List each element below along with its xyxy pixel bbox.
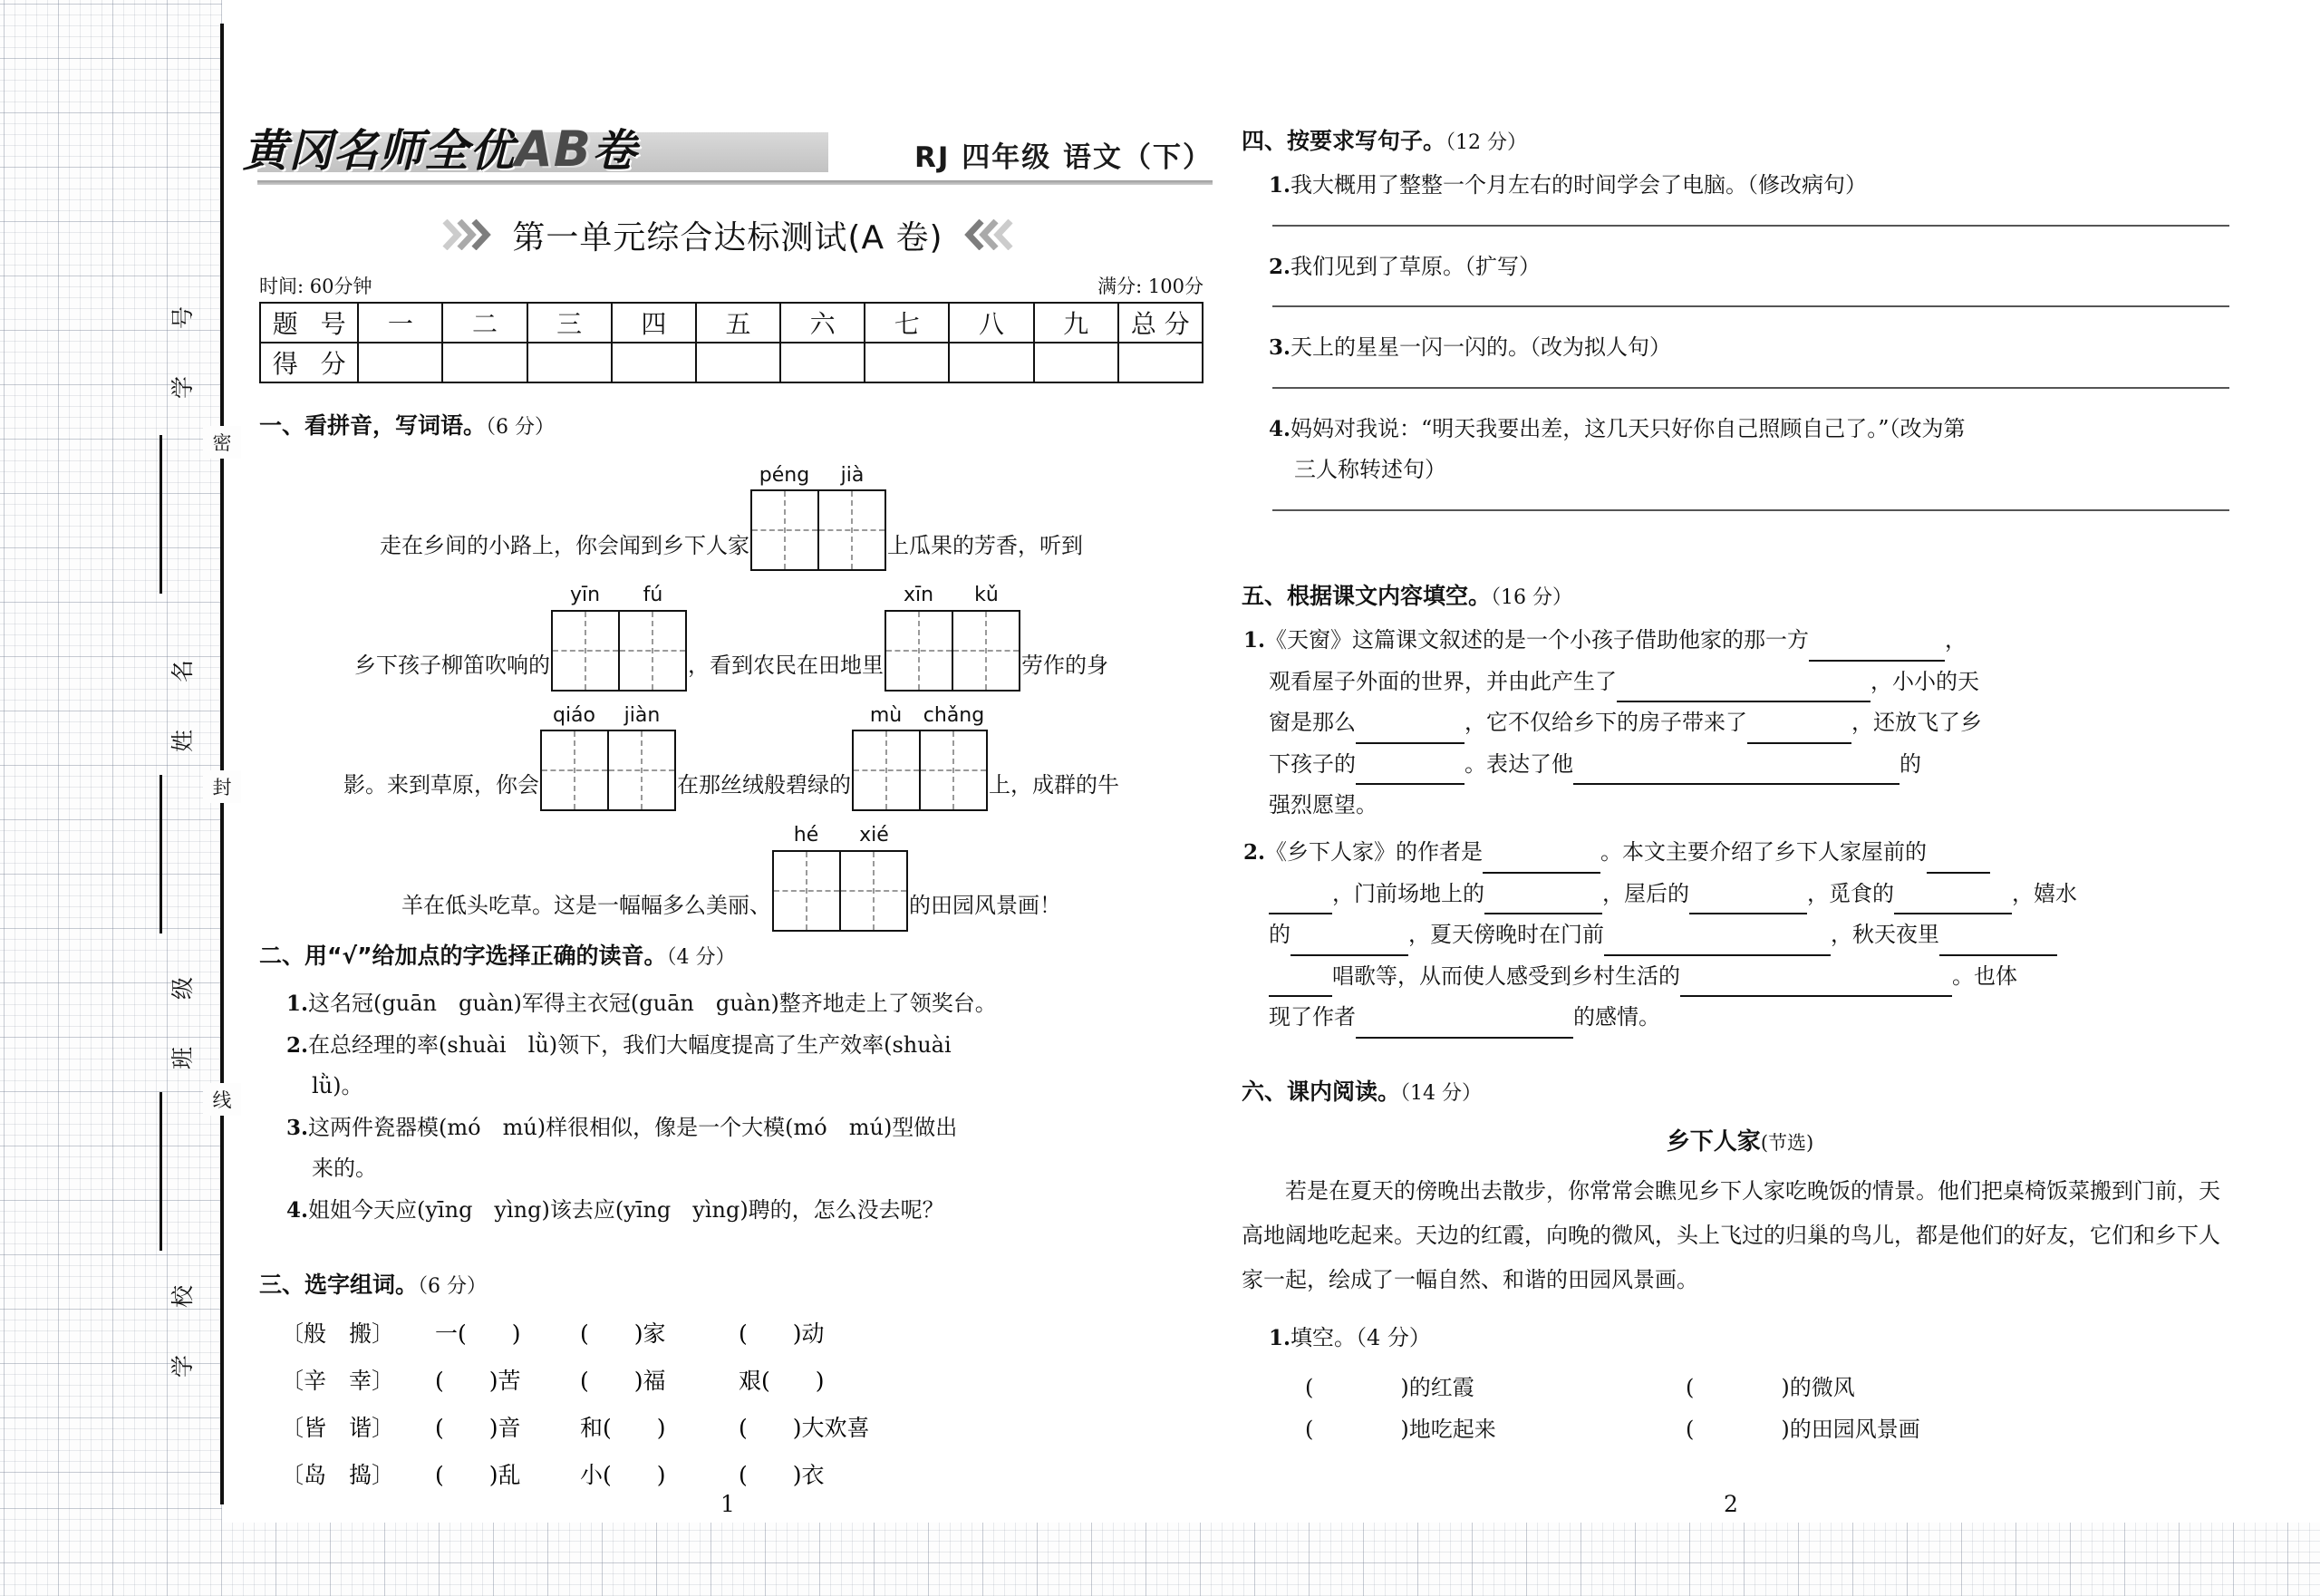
s6-blank-3[interactable]: ( )地吃起来 [1305, 1416, 1496, 1442]
s5-q2-text: ，夏天傍晚时在门前 [1408, 922, 1604, 948]
s5-q1-blank-6[interactable] [1573, 763, 1900, 785]
s3-row-3-bracket: 〔皆 谐〕 [281, 1415, 395, 1441]
s5-q1-blank-5[interactable] [1356, 763, 1464, 785]
s1-line-1-before: 走在乡间的小路上，你会闻到乡下人家 [380, 532, 749, 558]
score-cell-1[interactable] [358, 343, 442, 382]
s5-item-1-num: 1. [1243, 628, 1266, 653]
s1-line-2 [259, 584, 1204, 691]
score-cell-9[interactable] [1034, 343, 1118, 382]
s6-blank-4[interactable]: ( )的田园风景画 [1686, 1416, 1920, 1442]
s4-item-4 [1242, 409, 2238, 450]
s1-pinyin-6: hé xié [793, 824, 889, 847]
s2-item-2-cont-text: lǜ)。 [312, 1073, 363, 1099]
s3-row-3 [281, 1410, 1204, 1443]
section-2-points: （4 分） [666, 946, 736, 969]
score-col-4: 四 [612, 303, 696, 343]
score-table-header-question: 题 号 [260, 303, 358, 343]
s2-item-3-num: 3. [286, 1115, 309, 1140]
seal-label-student-id: 学 号 [169, 286, 196, 399]
s2-item-1-text: 这名冠(guān guàn)军得主衣冠(guān guàn)整齐地走上了领奖台。 [308, 991, 997, 1016]
section-3-heading [259, 1267, 1204, 1300]
s2-item-3-cont-text: 来的。 [312, 1156, 377, 1182]
s2-item-2-text: 在总经理的率(shuài lǜ)领下，我们大幅度提高了生产效率(shuài [308, 1031, 952, 1058]
s4-answer-line-2[interactable] [1272, 305, 2229, 307]
s4-answer-line-3[interactable] [1272, 387, 2229, 389]
s5-item-2 [1242, 832, 2238, 1039]
s5-item-1 [1242, 620, 2238, 827]
section-2-heading [259, 938, 1204, 971]
page-title: 第一单元综合达标测试(A 卷) [512, 218, 943, 256]
s5-q2-text: 的 [1269, 922, 1290, 948]
seal-line-rule [220, 24, 224, 1504]
section-3-title: 三、选字组词。 [259, 1272, 419, 1298]
exam-time: 时间: 60分钟 [259, 276, 372, 297]
s1-line-4-before: 羊在低头吃草。这是一幅幅多么美丽、 [401, 892, 771, 918]
s1-tianzige-1[interactable] [750, 464, 886, 571]
s4-item-4-text: 妈妈对我说：“明天我要出差，这几天只好你自己照顾自己了。”（改为第 [1290, 415, 1966, 441]
s3-row-2-item-1[interactable]: ( )苦 [435, 1368, 521, 1394]
section-6-points: （14 分） [1400, 1082, 1483, 1105]
section-4-points: （12 分） [1445, 131, 1528, 154]
s3-row-3-item-2[interactable]: 和( ) [580, 1415, 666, 1441]
seal-label-class: 班 级 [169, 957, 196, 1069]
s5-q2-text: 现了作者 [1269, 1004, 1356, 1030]
s2-item-3 [259, 1108, 1204, 1149]
s5-q2-blank-5[interactable] [1689, 893, 1807, 914]
section-5-title: 五、根据课文内容填空。 [1242, 583, 1492, 609]
passage-title-sub: (节选) [1760, 1132, 1814, 1154]
exam-meta-line [259, 272, 1204, 299]
score-cell-total[interactable] [1118, 343, 1203, 382]
s1-tianzige-6[interactable] [772, 824, 908, 931]
s5-q1-text: 观看屋子外面的世界，并由此产生了 [1269, 668, 1617, 694]
s1-pinyin-1: péng jià [759, 464, 865, 487]
s5-q2-blank-6[interactable] [1894, 893, 2012, 914]
score-cell-2[interactable] [442, 343, 527, 382]
s3-row-2 [281, 1363, 1204, 1396]
s5-q2-text: ，嬉水 [2012, 880, 2077, 906]
s5-q1-text: 的 [1900, 750, 1921, 777]
s3-row-2-bracket: 〔辛 幸〕 [281, 1368, 395, 1394]
s5-q1-text: ，小小的天 [1870, 668, 1979, 694]
s1-line-3 [259, 704, 1204, 811]
score-col-1: 一 [358, 303, 442, 343]
s1-line-1-after: 上瓜果的芳香，听到 [887, 532, 1083, 558]
score-col-8: 八 [949, 303, 1033, 343]
s5-q2-blank-7[interactable] [1290, 934, 1408, 956]
s6-blank-row-2 [1242, 1409, 2238, 1451]
s6-q1-points: （4 分） [1356, 1324, 1431, 1350]
s3-row-2-item-3[interactable]: 艰( ) [739, 1368, 825, 1394]
s1-pinyin-2: yīn fú [569, 584, 663, 607]
section-2-title: 二、用“√”给加点的字选择正确的读音。 [259, 943, 667, 969]
s4-item-2-text: 我们见到了草原。（扩写） [1290, 253, 1542, 279]
score-col-6: 六 [780, 303, 865, 343]
s1-line-2-after: 劳作的身 [1021, 652, 1108, 678]
s3-row-1-item-3[interactable]: ( )动 [739, 1320, 825, 1347]
seal-label-name: 姓 名 [169, 640, 196, 752]
section-3-points: （6 分） [418, 1275, 488, 1298]
passage-title-main: 乡下人家 [1666, 1128, 1761, 1156]
s2-item-3-cont [259, 1148, 1204, 1190]
s5-q2-blank-3[interactable] [1269, 893, 1332, 914]
score-cell-4[interactable] [612, 343, 696, 382]
s3-row-4-item-3[interactable]: ( )衣 [739, 1462, 825, 1488]
s5-q1-text: 窗是那么 [1269, 710, 1356, 736]
seal-char-xian: 线 [203, 1083, 241, 1116]
s1-tianzige-2[interactable] [551, 584, 687, 691]
s3-row-4-item-2[interactable]: 小( ) [580, 1462, 666, 1488]
score-cell-7[interactable] [865, 343, 949, 382]
score-cell-6[interactable] [780, 343, 865, 382]
score-col-9: 九 [1034, 303, 1118, 343]
score-table [259, 302, 1204, 383]
passage-title [1242, 1123, 2238, 1156]
s3-row-3-item-1[interactable]: ( )音 [435, 1415, 521, 1441]
s5-q2-text: 的感情。 [1573, 1004, 1660, 1030]
table-row-question-numbers [260, 303, 1203, 343]
section-1-points: （6 分） [486, 416, 556, 439]
s5-q2-text: ，门前场地上的 [1332, 880, 1484, 906]
s1-tianzige-3[interactable] [884, 584, 1020, 691]
s2-item-2 [259, 1025, 1204, 1067]
passage-body: 若是在夏天的傍晚出去散步，你常常会瞧见乡下人家吃晚饭的情景。他们把桌椅饭菜搬到门前，天高地阔地吃起来。天边的红霞，向晚的微风，头上飞过的归巢的鸟儿，都是他们的好友，它们和乡下人家一起，绘成了一幅自然、和谐的田园风景画。 [1242, 1178, 2220, 1293]
s4-item-1-num: 1. [1269, 173, 1291, 198]
score-table-header-score: 得 分 [260, 343, 358, 382]
s4-item-2-num: 2. [1269, 254, 1291, 279]
score-col-5: 五 [696, 303, 780, 343]
seal-divider-3 [160, 1092, 162, 1251]
s5-q2-blank-1[interactable] [1483, 852, 1600, 874]
s4-item-2 [1242, 247, 2238, 288]
s1-line-4-after: 的田园风景画！ [909, 892, 1061, 918]
s3-row-1-item-1[interactable]: 一( ) [435, 1320, 521, 1347]
s5-q2-text: 。也体 [1952, 962, 2017, 989]
score-col-2: 二 [442, 303, 527, 343]
masthead-brand [243, 116, 637, 179]
section-1-heading [259, 408, 1204, 440]
s3-row-4-bracket: 〔岛 捣〕 [281, 1462, 395, 1488]
s1-line-4 [259, 824, 1204, 931]
s5-q2-blank-11[interactable] [1680, 975, 1952, 997]
s5-q1-blank-3[interactable] [1356, 722, 1464, 744]
s5-q2-text: ，秋天夜里 [1831, 922, 1939, 948]
masthead-brand-ab: AB [515, 121, 592, 178]
s1-tianzige-4[interactable] [540, 704, 676, 811]
section-6-heading [1242, 1074, 2238, 1107]
s3-row-1 [281, 1316, 1204, 1349]
s1-pinyin-4: qiáo jiàn [552, 703, 661, 727]
chevrons-right-icon [445, 219, 488, 250]
s2-item-1 [259, 983, 1204, 1025]
s1-line-3-after: 上，成群的牛 [989, 772, 1119, 798]
exam-full-score: 满分: 100分 [1097, 276, 1204, 297]
s3-row-4 [281, 1457, 1204, 1490]
chevrons-left-icon [967, 219, 1010, 250]
score-col-total: 总 分 [1118, 303, 1203, 343]
section-6-title: 六、课内阅读。 [1242, 1079, 1401, 1105]
masthead [243, 116, 841, 178]
s5-q1-text: 《天窗》这篇课文叙述的是一个小孩子借助他家的那一方 [1265, 627, 1810, 653]
s1-line-1 [259, 464, 1204, 571]
s5-q2-blank-9[interactable] [1939, 934, 2057, 956]
edition-line: RJ 四年级 语文（下） [914, 141, 1213, 174]
seal-char-mi: 密 [203, 426, 241, 459]
s6-blank-1[interactable]: ( )的红霞 [1305, 1375, 1474, 1401]
s3-row-1-bracket: 〔般 搬〕 [281, 1320, 395, 1347]
s5-q1-text: ， [1945, 627, 1967, 653]
seal-label-school: 学 校 [169, 1265, 196, 1378]
score-cell-5[interactable] [696, 343, 780, 382]
s1-line-3-before: 影。来到草原，你会 [343, 772, 539, 798]
s5-q1-blank-2[interactable] [1617, 681, 1870, 702]
s5-q2-blank-2[interactable] [1927, 852, 1990, 874]
s5-q2-text: 唱歌等，从而使人感受到乡村生活的 [1332, 962, 1680, 989]
seal-divider-2 [160, 775, 162, 933]
s3-row-4-item-1[interactable]: ( )乱 [435, 1462, 521, 1488]
page-number-left: 1 [720, 1491, 735, 1517]
s2-item-2-cont [259, 1066, 1204, 1108]
table-row-scores [260, 343, 1203, 382]
s5-q1-text: ，它不仅给乡下的房子带来了 [1464, 710, 1747, 736]
section-4-heading [1242, 123, 2238, 156]
s4-answer-line-4[interactable] [1272, 509, 2229, 511]
score-cell-3[interactable] [527, 343, 612, 382]
s5-q1-text: 强烈愿望。 [1269, 792, 1378, 818]
s5-item-2-num: 2. [1243, 839, 1266, 865]
s6-q1-heading [1242, 1318, 2238, 1359]
s4-item-3-num: 3. [1269, 335, 1291, 361]
s4-item-3-text: 天上的星星一闪一闪的。（改为拟人句） [1290, 334, 1672, 361]
s5-q2-blank-8[interactable] [1604, 934, 1831, 956]
exam-title-row [243, 207, 1213, 263]
masthead-brand-tail: 卷 [591, 125, 637, 177]
section-4-title: 四、按要求写句子。 [1242, 128, 1446, 154]
s5-q1-text: 。表达了他 [1464, 750, 1573, 777]
s4-answer-line-1[interactable] [1272, 225, 2229, 227]
s4-item-1 [1242, 165, 2238, 207]
s1-tianzige-5[interactable] [852, 704, 988, 811]
s1-line-3-mid: 在那丝绒般碧绿的 [677, 772, 851, 798]
s5-q1-text: 下孩子的 [1269, 750, 1356, 777]
s1-line-2-mid: ，看到农民在田地里 [688, 652, 884, 678]
s5-q1-blank-4[interactable] [1747, 722, 1851, 744]
s1-pinyin-3: xīn kǔ [903, 584, 999, 607]
page-number-right: 2 [1724, 1491, 1738, 1517]
masthead-brand-cn: 黄冈名师全优 [243, 125, 516, 177]
s5-q2-text: ，屋后的 [1602, 880, 1689, 906]
section-1-title: 一、看拼音，写词语。 [259, 412, 487, 439]
s5-item-2-body [1265, 839, 2077, 1030]
s5-q2-blank-4[interactable] [1484, 893, 1602, 914]
s2-item-2-num: 2. [286, 1032, 309, 1058]
seal-divider-1 [160, 435, 162, 594]
s5-q2-text: ，觅食的 [1807, 880, 1894, 906]
header-rule [257, 180, 1213, 185]
s4-item-4-cont [1242, 450, 2238, 491]
s1-pinyin-5: mù chǎng [869, 703, 985, 727]
s5-q2-blank-12[interactable] [1356, 1017, 1573, 1039]
s4-item-4-num: 4. [1269, 416, 1291, 441]
score-col-3: 三 [527, 303, 612, 343]
score-cell-8[interactable] [949, 343, 1033, 382]
s4-item-1-text: 我大概用了整整一个月左右的时间学会了电脑。（修改病句） [1290, 172, 1868, 198]
seal-char-feng: 封 [203, 770, 241, 803]
s5-item-1-body [1265, 627, 1982, 817]
s5-q2-text: 。本文主要介绍了乡下人家屋前的 [1600, 838, 1928, 865]
section-5-points: （16 分） [1491, 586, 1573, 609]
s3-row-2-item-2[interactable]: ( )福 [580, 1368, 666, 1394]
s2-item-4-text: 姐姐今天应(yīng yìng)该去应(yīng yìng)聘的，怎么没去呢？ [308, 1196, 944, 1223]
s6-blank-row-1 [1242, 1368, 2238, 1409]
s2-item-1-num: 1. [286, 991, 309, 1016]
s2-item-3-text: 这两件瓷器模(mó mú)样很相似，像是一个大模(mó mú)型做出 [308, 1114, 958, 1140]
s5-q2-blank-10[interactable] [1269, 975, 1332, 997]
s2-item-4 [259, 1190, 1204, 1232]
s5-q1-text: ，还放飞了乡 [1851, 710, 1982, 736]
s6-q1-num: 1. [1269, 1325, 1291, 1350]
s5-q2-text: 《乡下人家》的作者是 [1265, 838, 1484, 865]
score-col-7: 七 [865, 303, 949, 343]
s6-q1-label: 填空。 [1290, 1324, 1357, 1350]
s3-row-1-item-2[interactable]: ( )家 [580, 1320, 666, 1347]
s6-blank-2[interactable]: ( )的微风 [1686, 1375, 1855, 1401]
s4-item-4-cont-text: 三人称转述句） [1294, 457, 1446, 483]
s2-item-4-num: 4. [286, 1197, 309, 1223]
s4-item-3 [1242, 327, 2238, 369]
s3-row-3-item-3[interactable]: ( )大欢喜 [739, 1415, 870, 1441]
s1-line-2-before: 乡下孩子柳笛吹响的 [354, 652, 550, 678]
section-5-heading [1242, 578, 2238, 611]
s5-q1-blank-1[interactable] [1809, 640, 1945, 662]
